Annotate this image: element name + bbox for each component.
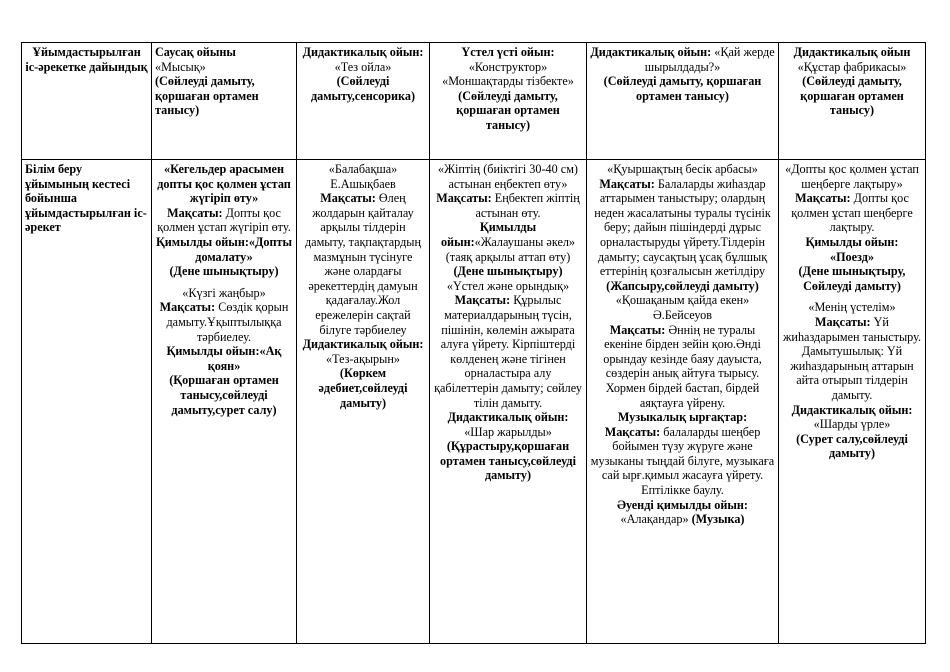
- cell-text: Әннің не туралы екеніне бірден зейін қою.Әнді орындау кезінде баяу дауыста, сөздерін анық айтуға тырысу. Хормен бірдей бастап, бірдей аяқтауға үйрену.: [603, 322, 762, 410]
- cell-text: (Жапсыру,сөйлеуді дамыту): [606, 278, 759, 293]
- cell-text: (Сөйлеуді дамыту, қоршаған ортамен танысу): [800, 74, 904, 118]
- cell-text: «Жалаушаны әкел» (таяқ арқылы аттап өту): [445, 234, 576, 264]
- cell-text: Мақсаты:: [320, 191, 376, 206]
- cell-text: «Тез ойла»: [334, 59, 392, 74]
- header-row: [22, 43, 926, 160]
- monday-activities: [152, 160, 297, 644]
- cell-text: (Дене шынықтыру, Сөйлеуді дамыту): [798, 264, 906, 293]
- cell-text: Балаларды жиһаздар аттарымен таныстыру; олардың неден жасалатыны туралы түсінік беру; дайын пішіндерді дұрыс орналастыруды үйрету.Тілдерін дамыту; саусақтың ұсақ бұлшық еттерінің қозғалысын жетілдіру: [594, 176, 771, 279]
- cell-text: Дидактикалық ойын:: [791, 402, 913, 417]
- cell-text: «Алақандар»: [620, 512, 689, 527]
- cell-text: Әуенді қимылды ойын:: [617, 497, 748, 512]
- cell-text: Мақсаты:: [609, 322, 666, 337]
- cell-text: Мақсаты:: [795, 191, 851, 206]
- cell-text: Мақсаты:: [599, 176, 655, 191]
- cell-text: Қимылды ойын:: [155, 234, 249, 249]
- header-cell-didactic-3: [779, 43, 926, 160]
- cell-text: (Сөйлеуді дамыту, қоршаған ортамен танысу): [603, 74, 762, 103]
- cell-text: «Балабақша»: [328, 162, 398, 176]
- cell-text: Допты қос қолмен ұстап жүгіріп өту.: [157, 205, 291, 235]
- cell-text: Мақсаты:: [454, 293, 511, 308]
- cell-text: Білім беру ұйымының кестесі бойынша ұйымдастырылған іс-әрекет: [25, 162, 147, 235]
- cell-text: Қимылды ойын:: [440, 220, 537, 249]
- cell-text: «Допты қос қолмен ұстап шеңберге лақтыру»: [785, 162, 919, 191]
- cell-text: «Жіптің (биіктігі 30-40 см) астынан еңбектеп өту»: [438, 162, 578, 191]
- cell-text: «Ақ қоян»: [207, 344, 282, 373]
- cell-text: Дидактикалық ойын:: [590, 45, 712, 59]
- cell-text: «Үстел және орындық»: [446, 278, 570, 293]
- cell-text: «Кегельдер арасымен допты қос қолмен ұстап жүгіріп өту»: [157, 162, 291, 206]
- cell-text: «Құстар фабрикасы»: [797, 59, 907, 74]
- cell-text: «Мысық»: [155, 59, 206, 74]
- cell-text: Мақсаты:: [815, 314, 871, 329]
- cell-text: балаларды шеңбер бойымен түзу жүруге және музыканы тыңдай білуге, музыкаға сай ырғ.қимыл жасауға үйрету. Ептілікке баулу.: [590, 424, 775, 498]
- cell-text: Мақсаты:: [436, 191, 492, 206]
- cell-text: Қимылды ойын:: [805, 234, 899, 249]
- cell-text: «Моншақтарды тізбекте»: [442, 74, 574, 89]
- header-cell-table-game: [430, 43, 587, 160]
- cell-text: «Шар жарылды»: [464, 424, 552, 439]
- schedule-table: [21, 42, 926, 644]
- row-label-organized-activity: [22, 160, 152, 644]
- thursday-activities: [587, 160, 779, 644]
- cell-text: Еңбектеп жіптің астынан өту.: [475, 191, 580, 220]
- cell-text: Дидактикалық ойын:: [447, 410, 569, 425]
- content-row: [22, 160, 926, 644]
- cell-text: Қимылды ойын:: [166, 344, 260, 359]
- cell-text: «Күзгі жаңбыр»: [182, 285, 266, 300]
- cell-text: (Сөйлеуді дамыту,сенсорика): [310, 74, 416, 103]
- cell-text: Дидактикалық ойын: [793, 45, 911, 59]
- cell-text: (Сөйлеуді дамыту, қоршаған ортамен танысу): [456, 88, 560, 132]
- cell-text: Мақсаты:: [167, 205, 223, 220]
- cell-text: (Құрастыру,қоршаған ортамен танысу,сөйлеуді дамыту): [439, 439, 576, 483]
- header-cell-finger-game: [152, 43, 297, 160]
- cell-text: Е.Ашықбаев: [330, 176, 396, 191]
- cell-text: Дидактикалық ойын:: [302, 45, 424, 59]
- cell-text: Допты қос қолмен ұстап шеңберге лақтыру.: [791, 191, 913, 235]
- cell-text: Сөздік қорын дамыту.Ұқыптылыққа тәрбиелеу.: [166, 300, 289, 344]
- cell-text: (Дене шынықтыру): [169, 264, 279, 279]
- cell-text: (Музыка): [691, 512, 745, 527]
- tuesday-activities: [297, 160, 430, 644]
- cell-text: «Қошақаным қайда екен»: [615, 293, 750, 308]
- cell-text: Үстел үсті ойын:: [461, 45, 555, 59]
- header-cell-didactic-1: [297, 43, 430, 160]
- cell-text: «Конструктор»: [468, 59, 548, 74]
- cell-text: «Қай жерде шырылдады?»: [644, 45, 775, 74]
- cell-text: Мақсаты:: [159, 300, 216, 315]
- cell-text: Мақсаты:: [604, 424, 661, 439]
- cell-text: Ұйымдастырылған іс-әрекетке дайындық: [25, 45, 148, 74]
- cell-text: (Қоршаған ортамен танысу,сөйлеуді дамыту,сурет салу): [169, 373, 279, 417]
- cell-text: «Поезд»: [829, 249, 874, 264]
- cell-text: Құрылыс материалдарының түсін, пішінін, көлемін ажырата алуға үйрету. Кірпіштерді көлденең және тігінен орналастыра алу қабілеттерін дамыту; сөйлеу тілін дамыту.: [434, 293, 582, 410]
- cell-text: Дидактикалық ойын:: [302, 337, 424, 352]
- cell-text: (Дене шынықтыру): [453, 264, 563, 279]
- friday-activities: [779, 160, 926, 644]
- cell-text: Ә.Бейсеуов: [652, 307, 713, 322]
- cell-text: «Қуыршақтың бесік арбасы»: [607, 162, 758, 176]
- cell-text: «Тез-ақырын»: [326, 351, 400, 366]
- header-cell-didactic-2: [587, 43, 779, 160]
- cell-text: Өлең жолдарын қайталау арқылы тілдерін дамыту, тақпақтардың мазмұнын түсінуге және олардағы әрекеттердің дамуын қадағалау.Жол ережелерін сақтай білуге тәрбиелеу: [304, 191, 422, 337]
- wednesday-activities: [430, 160, 587, 644]
- cell-text: Музыкалық ырғақтар:: [617, 410, 748, 425]
- cell-text: (Көркем әдебиет,сөйлеуді дамыту): [318, 366, 408, 410]
- cell-text: Үй жиһаздарымен таныстыру. Дамытушылық: Үй жиһаздарының аттарын айта отырып тілдерін дамыту.: [783, 314, 921, 402]
- cell-text: (Сөйлеуді дамыту, қоршаған ортамен танысу): [155, 74, 259, 118]
- cell-text: «Менің үстелім»: [808, 300, 896, 315]
- cell-text: «Допты домалату»: [195, 234, 293, 264]
- cell-text: (Сурет салу,сөйлеуді дамыту): [796, 431, 908, 461]
- cell-text: Саусақ ойыны: [155, 45, 236, 59]
- header-cell-activity: [22, 43, 152, 160]
- cell-text: «Шарды үрле»: [813, 417, 891, 432]
